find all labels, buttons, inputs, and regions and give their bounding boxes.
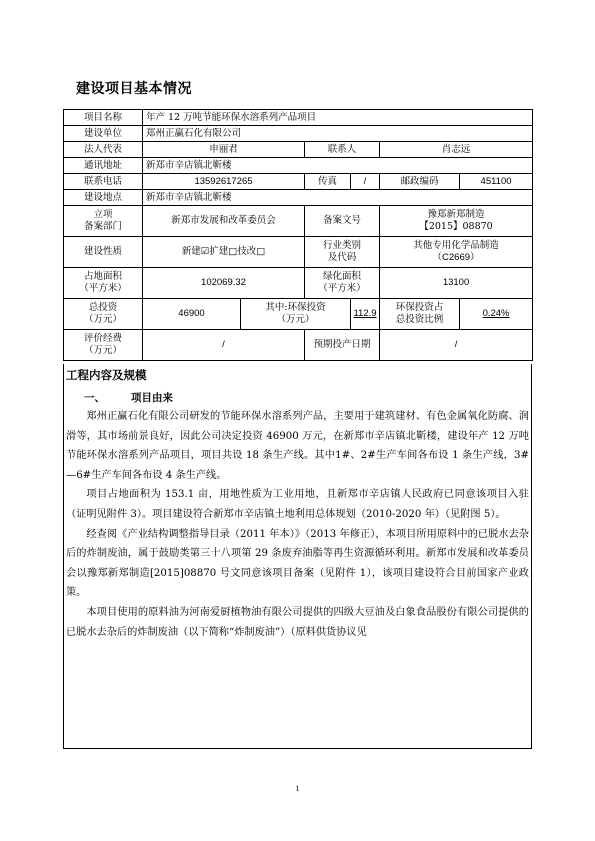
unit-value: 郑州正赢石化有限公司 xyxy=(143,126,533,142)
phone-value: 13592617265 xyxy=(143,174,305,190)
section-title: 工程内容及规模 xyxy=(66,368,147,382)
project-name-value: 年产 12 万吨节能环保水溶系列产品项目 xyxy=(143,110,533,126)
green-label: 绿化面积 （平方米） xyxy=(305,268,380,299)
approval-dept-label: 立项 备案部门 xyxy=(64,206,143,237)
sub-title-number: 一、 xyxy=(84,392,105,404)
table-row xyxy=(64,190,533,206)
industry-label: 行业类别 及代码 xyxy=(305,237,380,268)
page-number: 1 xyxy=(295,784,300,793)
site-label: 建设地点 xyxy=(64,190,143,206)
industry-value: 其他专用化学品制造 （C2669） xyxy=(380,237,533,268)
area-label: 占地面积 （平方米） xyxy=(64,268,143,299)
sub-title-text: 项目由来 xyxy=(131,392,173,404)
table-row xyxy=(64,158,533,174)
paragraph: 项目占地面积为 153.1 亩，用地性质为工业用地，且新郑市辛店镇人民政府已同意该项目入驻（证明见附件 3）。项目建设符合新郑市辛店镇土地利用总体规划（2010-2020 年）（见附图 5）。 xyxy=(66,489,529,520)
table-row xyxy=(64,110,533,126)
postcode-label: 邮政编码 xyxy=(380,174,460,190)
env-invest-label: 其中:环保投资 （万元） xyxy=(241,299,351,330)
contact-label: 联系人 xyxy=(305,142,380,158)
record-no-value: 豫郑新郑制造 【2015】08870 xyxy=(380,206,533,237)
table-row xyxy=(64,237,533,268)
table-row xyxy=(64,126,533,142)
unit-label: 建设单位 xyxy=(64,126,143,142)
nature-value: 新建☑扩建□技改□ xyxy=(143,237,305,268)
table-row xyxy=(64,206,533,237)
paragraph: 本项目使用的原料油为河南爱厨植物油有限公司提供的四级大豆油及白象食品股份有限公司提供的已脱水去杂后的炸制废油（以下简称“炸制废油”）（原料供货协议见 xyxy=(66,606,529,638)
fax-value: / xyxy=(351,174,380,190)
green-value: 13100 xyxy=(380,268,533,299)
address-value: 新郑市辛店镇北靳楼 xyxy=(143,158,533,174)
table-row xyxy=(64,174,533,190)
phone-label: 联系电话 xyxy=(64,174,143,190)
body-text xyxy=(66,407,529,642)
page-title: 建设项目基本情况 xyxy=(76,81,192,97)
table-row xyxy=(64,268,533,299)
table-row xyxy=(64,142,533,158)
contact-value: 肖志远 xyxy=(380,142,533,158)
table-row xyxy=(64,330,533,361)
legal-value: 申丽君 xyxy=(143,142,305,158)
invest-label: 总投资 （万元） xyxy=(64,299,143,330)
expect-date-label: 预期投产日期 xyxy=(305,330,380,361)
address-label: 通讯地址 xyxy=(64,158,143,174)
expect-date-value: / xyxy=(380,330,533,361)
nature-label: 建设性质 xyxy=(64,237,143,268)
record-no-label: 备案文号 xyxy=(305,206,380,237)
legal-label: 法人代表 xyxy=(64,142,143,158)
paragraph: 经查阅《产业结构调整指导目录（2011 年本）》（2013 年修正），本项目所用原料中的已脱水去杂后的炸制废油，属于鼓励类第三十八项第 29 条废弃油脂等再生资源循环利用。新郑市发展和改革委员会以豫郑新郑制造[2015]08870 号文同意该项目备案（见附件 1），该项目建设符合目前国家产业政策。 xyxy=(66,528,529,599)
env-invest-value: 112.9 xyxy=(351,299,380,330)
sub-title xyxy=(84,390,199,405)
area-value: 102069.32 xyxy=(143,268,305,299)
eval-fee-value: / xyxy=(143,330,305,361)
eval-fee-label: 评价经费 （万元） xyxy=(64,330,143,361)
site-value: 新郑市辛店镇北靳楼 xyxy=(143,190,533,206)
project-info-table xyxy=(63,109,533,361)
env-ratio-value: 0.24% xyxy=(460,299,533,330)
invest-value: 46900 xyxy=(143,299,241,330)
table-row xyxy=(64,299,533,330)
paragraph: 郑州正赢石化有限公司研发的节能环保水溶系列产品，主要用于建筑建材、有色金属氧化防腐、润滑等，其市场前景良好，因此公司决定投资 46900 万元，在新郑市辛店镇北靳楼，建设年产 12 万吨节能环保水溶系列产品项目，项目共设 18 条生产线。其中1#、2#生产车间各布设 1 条生产线，3#—6#生产车间各布设 4 条生产线。 xyxy=(66,411,529,481)
env-ratio-label: 环保投资占 总投资比例 xyxy=(380,299,460,330)
project-name-label: 项目名称 xyxy=(64,110,143,126)
fax-label: 传真 xyxy=(305,174,351,190)
approval-dept-value: 新郑市发展和改革委员会 xyxy=(143,206,305,237)
postcode-value: 451100 xyxy=(460,174,533,190)
